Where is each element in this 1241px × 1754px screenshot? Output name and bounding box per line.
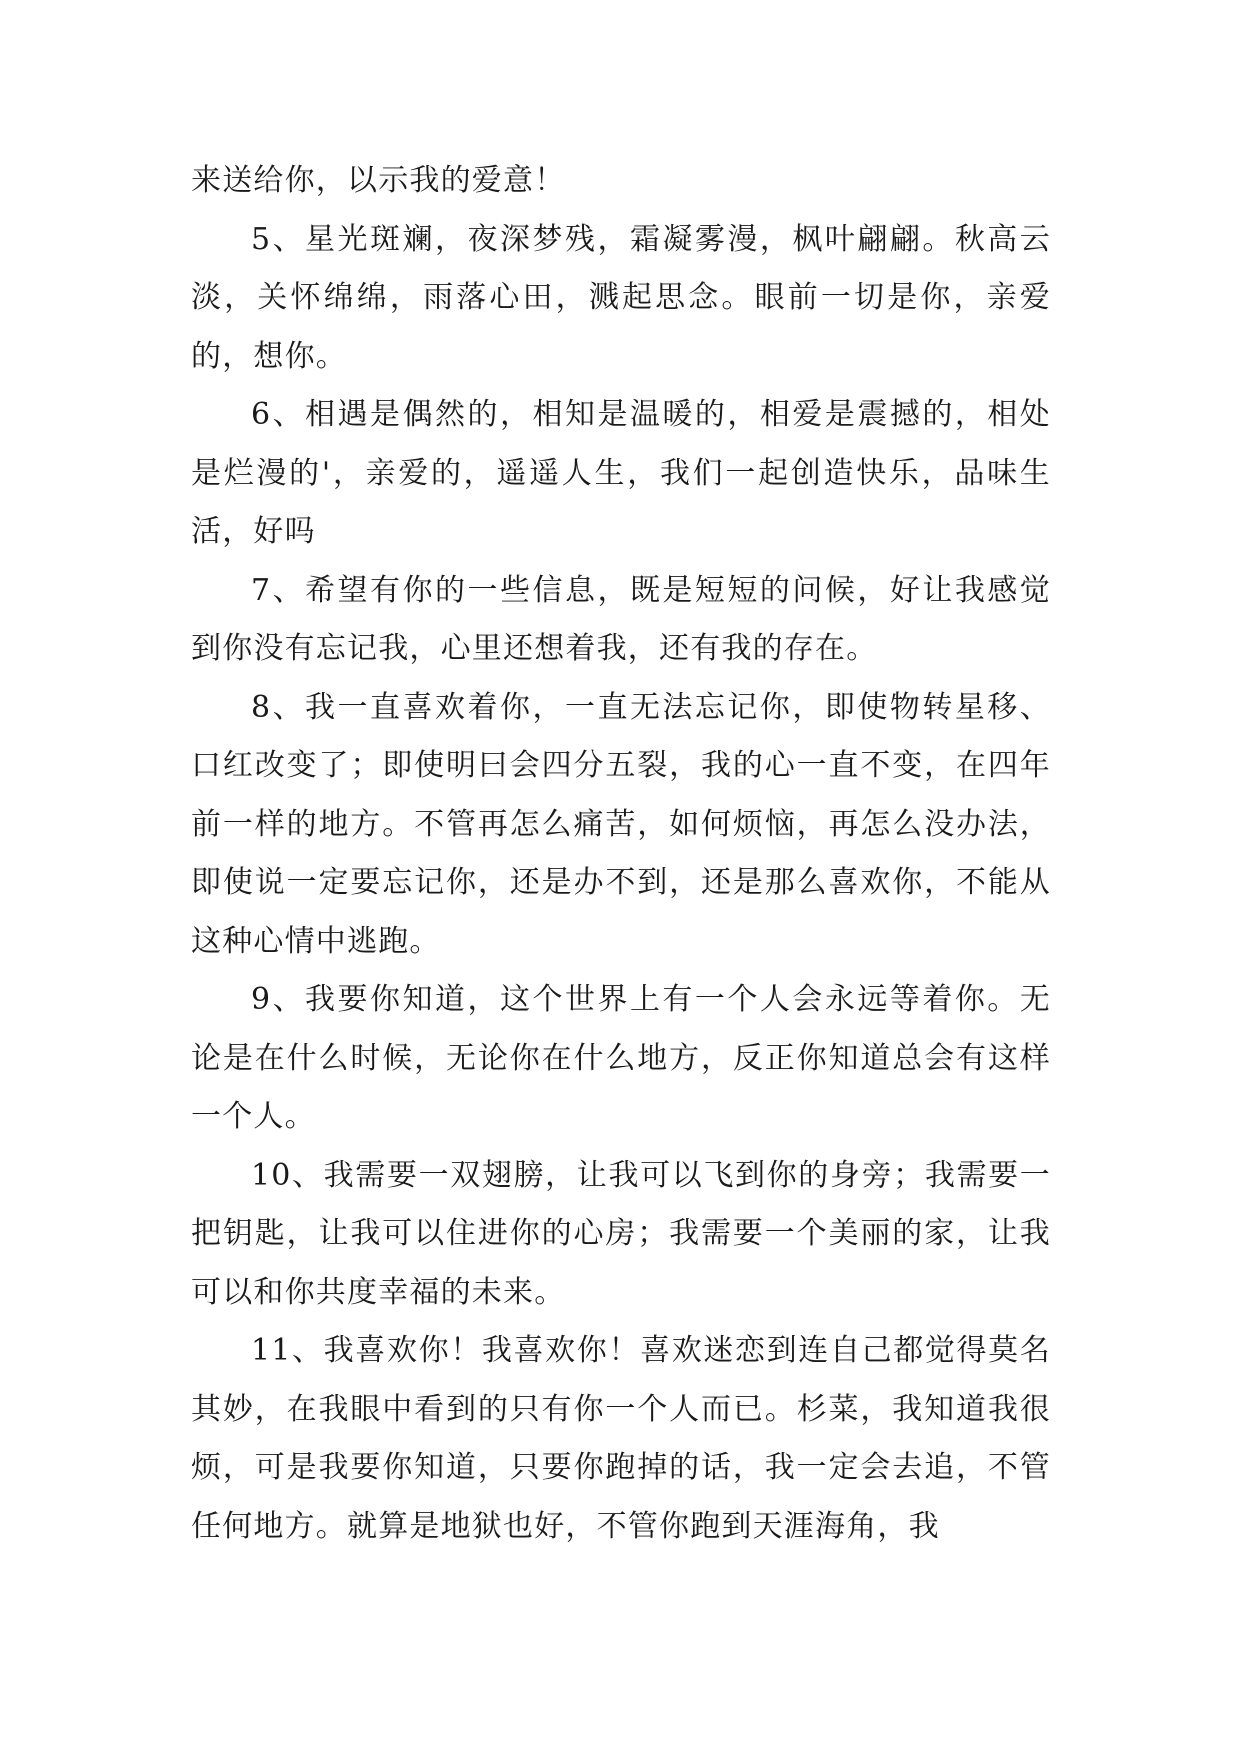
paragraph-item-9: 9、我要你知道，这个世界上有一个人会永远等着你。无论是在什么时候，无论你在什么地方，反正你知道总会有这样一个人。 [191, 982, 1051, 1134]
paragraph-item-8: 8、我一直喜欢着你，一直无法忘记你，即使物转星移、口红改变了；即使明曰会四分五裂，我的心一直不变，在四年前一样的地方。不管再怎么痛苦，如何烦恼，再怎么没办法，即使说一定要忘记你，还是办不到，还是那么喜欢你，不能从这种心情中逃跑。 [191, 689, 1051, 959]
paragraph-item-11: 11、我喜欢你！我喜欢你！喜欢迷恋到连自己都觉得莫名其妙，在我眼中看到的只有你一个人而已。杉菜，我知道我很烦，可是我要你知道，只要你跑掉的话，我一定会去追，不管任何地方。就算是地狱也好，不管你跑到天涯海角，我 [191, 1333, 1051, 1544]
paragraph-item-6: 6、相遇是偶然的，相知是温暖的，相爱是震撼的，相处是烂漫的'，亲爱的，遥遥人生，我们一起创造快乐，品味生活，好吗 [191, 397, 1051, 549]
paragraph-item-5: 5、星光斑斓，夜深梦残，霜凝雾漫，枫叶翩翩。秋高云淡，关怀绵绵，雨落心田，溅起思念。眼前一切是你，亲爱的，想你。 [191, 221, 1051, 374]
paragraph-item-10: 10、我需要一双翅膀，让我可以飞到你的身旁；我需要一把钥匙，让我可以住进你的心房；我需要一个美丽的家，让我可以和你共度幸福的未来。 [191, 1157, 1051, 1310]
paragraph-continuation: 来送给你，以示我的爱意！ [191, 163, 566, 198]
paragraph-item-7: 7、希望有你的一些信息，既是短短的问候，好让我感觉到你没有忘记我，心里还想着我，还有我的存在。 [191, 572, 1051, 666]
document-body [191, 152, 1051, 1556]
